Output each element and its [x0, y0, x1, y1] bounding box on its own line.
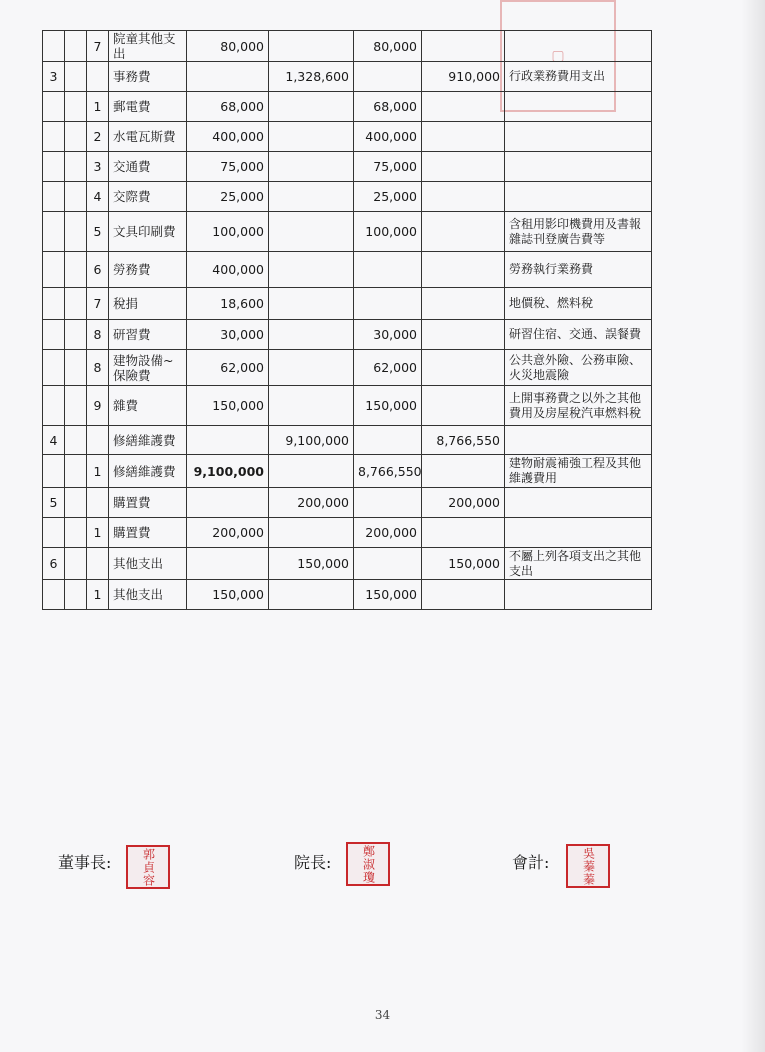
table-row: [43, 350, 652, 386]
director-seal: 鄭淑瓊: [346, 842, 390, 886]
row-level1-number: 6: [43, 548, 65, 580]
row-prev-subtotal: [354, 426, 422, 455]
row-budget-subtotal: 200,000: [187, 518, 269, 548]
row-spacer: [65, 580, 87, 610]
row-budget-subtotal: [187, 548, 269, 580]
budget-table-body: [43, 31, 652, 610]
row-budget-subtotal: 62,000: [187, 350, 269, 386]
row-level1-number: [43, 252, 65, 288]
row-note: [505, 488, 652, 518]
row-level1-number: 3: [43, 62, 65, 92]
row-item-name: 修繕維護費: [109, 455, 187, 488]
row-prev-total: 910,000: [422, 62, 505, 92]
row-item-name: 雜費: [109, 386, 187, 426]
row-prev-total: [422, 288, 505, 320]
row-spacer: [65, 92, 87, 122]
page-edge-shadow: [741, 0, 765, 1052]
row-budget-subtotal: 150,000: [187, 580, 269, 610]
row-note: 行政業務費用支出: [505, 62, 652, 92]
table-row: [43, 31, 652, 62]
row-level1-number: [43, 92, 65, 122]
row-budget-subtotal: 400,000: [187, 252, 269, 288]
row-spacer: [65, 548, 87, 580]
row-level1-number: [43, 31, 65, 62]
row-item-name: 文具印刷費: [109, 212, 187, 252]
row-item-name: 修繕維護費: [109, 426, 187, 455]
row-budget-total: [269, 182, 354, 212]
row-prev-total: [422, 122, 505, 152]
row-spacer: [65, 182, 87, 212]
row-spacer: [65, 320, 87, 350]
row-prev-subtotal: 150,000: [354, 386, 422, 426]
table-row: [43, 320, 652, 350]
row-level2-number: 6: [87, 252, 109, 288]
row-level2-number: 4: [87, 182, 109, 212]
row-prev-total: [422, 92, 505, 122]
row-level1-number: [43, 518, 65, 548]
row-note: [505, 31, 652, 62]
row-level2-number: 3: [87, 152, 109, 182]
row-budget-total: [269, 455, 354, 488]
signature-row: [0, 842, 765, 892]
page-number: 34: [374, 1008, 391, 1022]
row-prev-subtotal: 400,000: [354, 122, 422, 152]
table-row: [43, 182, 652, 212]
row-budget-total: 150,000: [269, 548, 354, 580]
row-item-name: 水電瓦斯費: [109, 122, 187, 152]
row-prev-total: [422, 252, 505, 288]
row-item-name: 其他支出: [109, 580, 187, 610]
row-level1-number: [43, 350, 65, 386]
row-level1-number: [43, 152, 65, 182]
row-budget-total: [269, 152, 354, 182]
row-note: 上開事務費之以外之其他費用及房屋稅汽車燃料稅: [505, 386, 652, 426]
row-prev-subtotal: [354, 548, 422, 580]
row-level2-number: [87, 488, 109, 518]
row-level2-number: 8: [87, 350, 109, 386]
row-spacer: [65, 288, 87, 320]
row-level1-number: [43, 455, 65, 488]
row-prev-total: [422, 31, 505, 62]
row-prev-subtotal: 150,000: [354, 580, 422, 610]
row-level1-number: [43, 122, 65, 152]
row-note: 建物耐震補強工程及其他維護費用: [505, 455, 652, 488]
table-row: [43, 152, 652, 182]
row-level2-number: [87, 62, 109, 92]
table-row: [43, 426, 652, 455]
row-item-name: 建物設備~保險費: [109, 350, 187, 386]
table-row: [43, 92, 652, 122]
row-budget-total: [269, 31, 354, 62]
budget-table: [42, 30, 652, 610]
row-budget-subtotal: 80,000: [187, 31, 269, 62]
row-budget-total: [269, 288, 354, 320]
row-note: 勞務執行業務費: [505, 252, 652, 288]
row-budget-subtotal: [187, 62, 269, 92]
row-note: 公共意外險、公務車險、火災地震險: [505, 350, 652, 386]
row-note: [505, 182, 652, 212]
row-level1-number: 4: [43, 426, 65, 455]
row-budget-total: 9,100,000: [269, 426, 354, 455]
row-budget-total: [269, 386, 354, 426]
row-level2-number: 2: [87, 122, 109, 152]
table-row: [43, 122, 652, 152]
row-budget-total: [269, 518, 354, 548]
row-budget-subtotal: 68,000: [187, 92, 269, 122]
row-budget-total: [269, 580, 354, 610]
row-budget-subtotal: [187, 488, 269, 518]
row-prev-subtotal: 100,000: [354, 212, 422, 252]
row-prev-total: [422, 386, 505, 426]
row-level2-number: 1: [87, 92, 109, 122]
row-budget-total: [269, 320, 354, 350]
table-row: [43, 580, 652, 610]
row-budget-total: 200,000: [269, 488, 354, 518]
row-prev-subtotal: 68,000: [354, 92, 422, 122]
row-prev-subtotal: [354, 488, 422, 518]
row-budget-subtotal: 9,100,000: [187, 455, 269, 488]
director-label: 院長:: [294, 853, 332, 872]
row-level1-number: [43, 212, 65, 252]
row-note: [505, 122, 652, 152]
row-prev-total: [422, 152, 505, 182]
row-level2-number: 1: [87, 455, 109, 488]
row-level1-number: [43, 320, 65, 350]
accountant-seal: 吳蓁蓁: [566, 844, 610, 888]
row-level2-number: 7: [87, 31, 109, 62]
row-spacer: [65, 426, 87, 455]
accountant-label: 會計:: [512, 853, 550, 872]
row-note: 含租用影印機費用及書報雜誌刊登廣告費等: [505, 212, 652, 252]
row-prev-subtotal: [354, 62, 422, 92]
row-level2-number: 9: [87, 386, 109, 426]
table-row: [43, 252, 652, 288]
row-level2-number: 1: [87, 580, 109, 610]
row-level1-number: [43, 288, 65, 320]
row-note: 不屬上列各項支出之其他支出: [505, 548, 652, 580]
row-budget-subtotal: 100,000: [187, 212, 269, 252]
row-level1-number: [43, 580, 65, 610]
row-prev-subtotal: 8,766,550: [354, 455, 422, 488]
row-level2-number: [87, 548, 109, 580]
row-note: [505, 92, 652, 122]
table-row: [43, 488, 652, 518]
row-budget-subtotal: [187, 426, 269, 455]
row-prev-total: 8,766,550: [422, 426, 505, 455]
row-prev-total: 200,000: [422, 488, 505, 518]
row-level2-number: 7: [87, 288, 109, 320]
row-prev-subtotal: 25,000: [354, 182, 422, 212]
row-spacer: [65, 488, 87, 518]
row-prev-total: 150,000: [422, 548, 505, 580]
row-prev-total: [422, 320, 505, 350]
row-prev-subtotal: 200,000: [354, 518, 422, 548]
table-row: [43, 548, 652, 580]
row-budget-subtotal: 25,000: [187, 182, 269, 212]
row-level2-number: 8: [87, 320, 109, 350]
row-prev-subtotal: [354, 288, 422, 320]
row-prev-subtotal: [354, 252, 422, 288]
row-prev-total: [422, 350, 505, 386]
row-level2-number: 5: [87, 212, 109, 252]
row-spacer: [65, 518, 87, 548]
row-item-name: 郵電費: [109, 92, 187, 122]
row-prev-subtotal: 80,000: [354, 31, 422, 62]
row-item-name: 購置費: [109, 488, 187, 518]
row-item-name: 交際費: [109, 182, 187, 212]
row-prev-subtotal: 30,000: [354, 320, 422, 350]
row-budget-subtotal: 400,000: [187, 122, 269, 152]
row-budget-total: [269, 92, 354, 122]
row-prev-subtotal: 75,000: [354, 152, 422, 182]
row-budget-total: [269, 122, 354, 152]
row-budget-subtotal: 75,000: [187, 152, 269, 182]
row-item-name: 購置費: [109, 518, 187, 548]
row-note: [505, 426, 652, 455]
row-prev-total: [422, 212, 505, 252]
row-spacer: [65, 152, 87, 182]
faded-top-stamp: ▢: [500, 0, 616, 112]
row-item-name: 交通費: [109, 152, 187, 182]
row-prev-subtotal: 62,000: [354, 350, 422, 386]
row-level2-number: [87, 426, 109, 455]
row-level1-number: [43, 386, 65, 426]
row-budget-total: [269, 212, 354, 252]
table-row: [43, 212, 652, 252]
row-budget-subtotal: 150,000: [187, 386, 269, 426]
row-item-name: 研習費: [109, 320, 187, 350]
row-spacer: [65, 350, 87, 386]
row-item-name: 其他支出: [109, 548, 187, 580]
table-row: [43, 62, 652, 92]
table-row: [43, 288, 652, 320]
row-prev-total: [422, 455, 505, 488]
row-level1-number: [43, 182, 65, 212]
table-row: [43, 518, 652, 548]
row-item-name: 稅捐: [109, 288, 187, 320]
row-spacer: [65, 31, 87, 62]
row-spacer: [65, 252, 87, 288]
row-spacer: [65, 122, 87, 152]
row-level2-number: 1: [87, 518, 109, 548]
row-prev-total: [422, 580, 505, 610]
chairman-seal: 郭貞容: [126, 845, 170, 889]
row-item-name: 院童其他支出: [109, 31, 187, 62]
table-row: [43, 386, 652, 426]
row-budget-total: 1,328,600: [269, 62, 354, 92]
row-item-name: 事務費: [109, 62, 187, 92]
row-budget-subtotal: 18,600: [187, 288, 269, 320]
row-prev-total: [422, 182, 505, 212]
row-budget-subtotal: 30,000: [187, 320, 269, 350]
row-level1-number: 5: [43, 488, 65, 518]
row-note: [505, 152, 652, 182]
row-note: [505, 518, 652, 548]
chairman-label: 董事長:: [58, 853, 112, 872]
row-note: 研習住宿、交通、誤餐費: [505, 320, 652, 350]
row-spacer: [65, 212, 87, 252]
row-spacer: [65, 386, 87, 426]
row-note: [505, 580, 652, 610]
row-note: 地價稅、燃料稅: [505, 288, 652, 320]
row-spacer: [65, 455, 87, 488]
row-budget-total: [269, 350, 354, 386]
row-budget-total: [269, 252, 354, 288]
row-spacer: [65, 62, 87, 92]
row-prev-total: [422, 518, 505, 548]
row-item-name: 勞務費: [109, 252, 187, 288]
table-row: [43, 455, 652, 488]
